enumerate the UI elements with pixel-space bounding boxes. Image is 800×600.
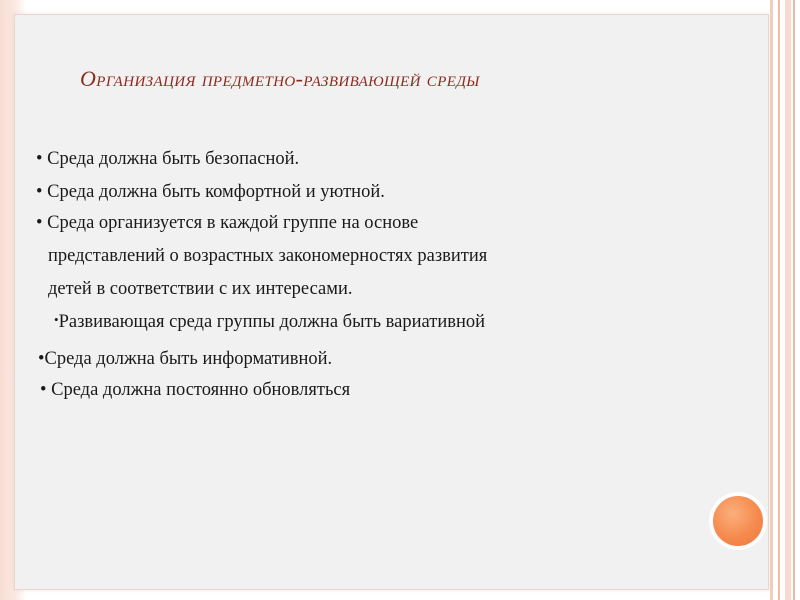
bullet-text: представлений о возрастных закономерностях развития xyxy=(48,246,488,266)
slide-title: Организация предметно-развивающей среды xyxy=(80,66,480,91)
bullet-continuation xyxy=(48,280,352,299)
bullet-text: Среда должна быть комфортной и уютной. xyxy=(42,182,385,202)
bullet-marker: • xyxy=(38,349,45,369)
bullet-text: Среда должна быть безопасной. xyxy=(42,149,300,169)
bullet-item xyxy=(36,183,385,202)
bullet-marker: • xyxy=(36,213,43,233)
bullet-item xyxy=(38,350,332,369)
bullet-marker: • xyxy=(40,380,47,400)
bullet-marker: • xyxy=(36,182,43,202)
bullet-item xyxy=(36,214,418,233)
bullet-marker: • xyxy=(36,149,43,169)
right-decorative-line xyxy=(793,0,795,600)
content-panel xyxy=(14,14,769,590)
bullet-continuation xyxy=(48,247,487,266)
right-decorative-line xyxy=(770,0,773,600)
bullet-text: детей в соответствии с их интересами. xyxy=(48,279,353,299)
bullet-text: Среда организуется в каждой группе на основе xyxy=(42,213,419,233)
bullet-item xyxy=(36,150,299,169)
bullet-marker: • xyxy=(54,312,59,327)
bullet-item xyxy=(40,381,350,400)
bullet-item xyxy=(54,313,485,332)
bullet-text: Среда должна быть информативной. xyxy=(44,349,333,369)
bullet-text: Среда должна постоянно обновляться xyxy=(46,380,351,400)
orange-circle-decoration xyxy=(713,496,763,546)
right-decorative-line xyxy=(778,0,780,600)
bullet-text: Развивающая среда группы должна быть вариативной xyxy=(58,312,486,332)
right-decorative-line xyxy=(785,0,791,600)
